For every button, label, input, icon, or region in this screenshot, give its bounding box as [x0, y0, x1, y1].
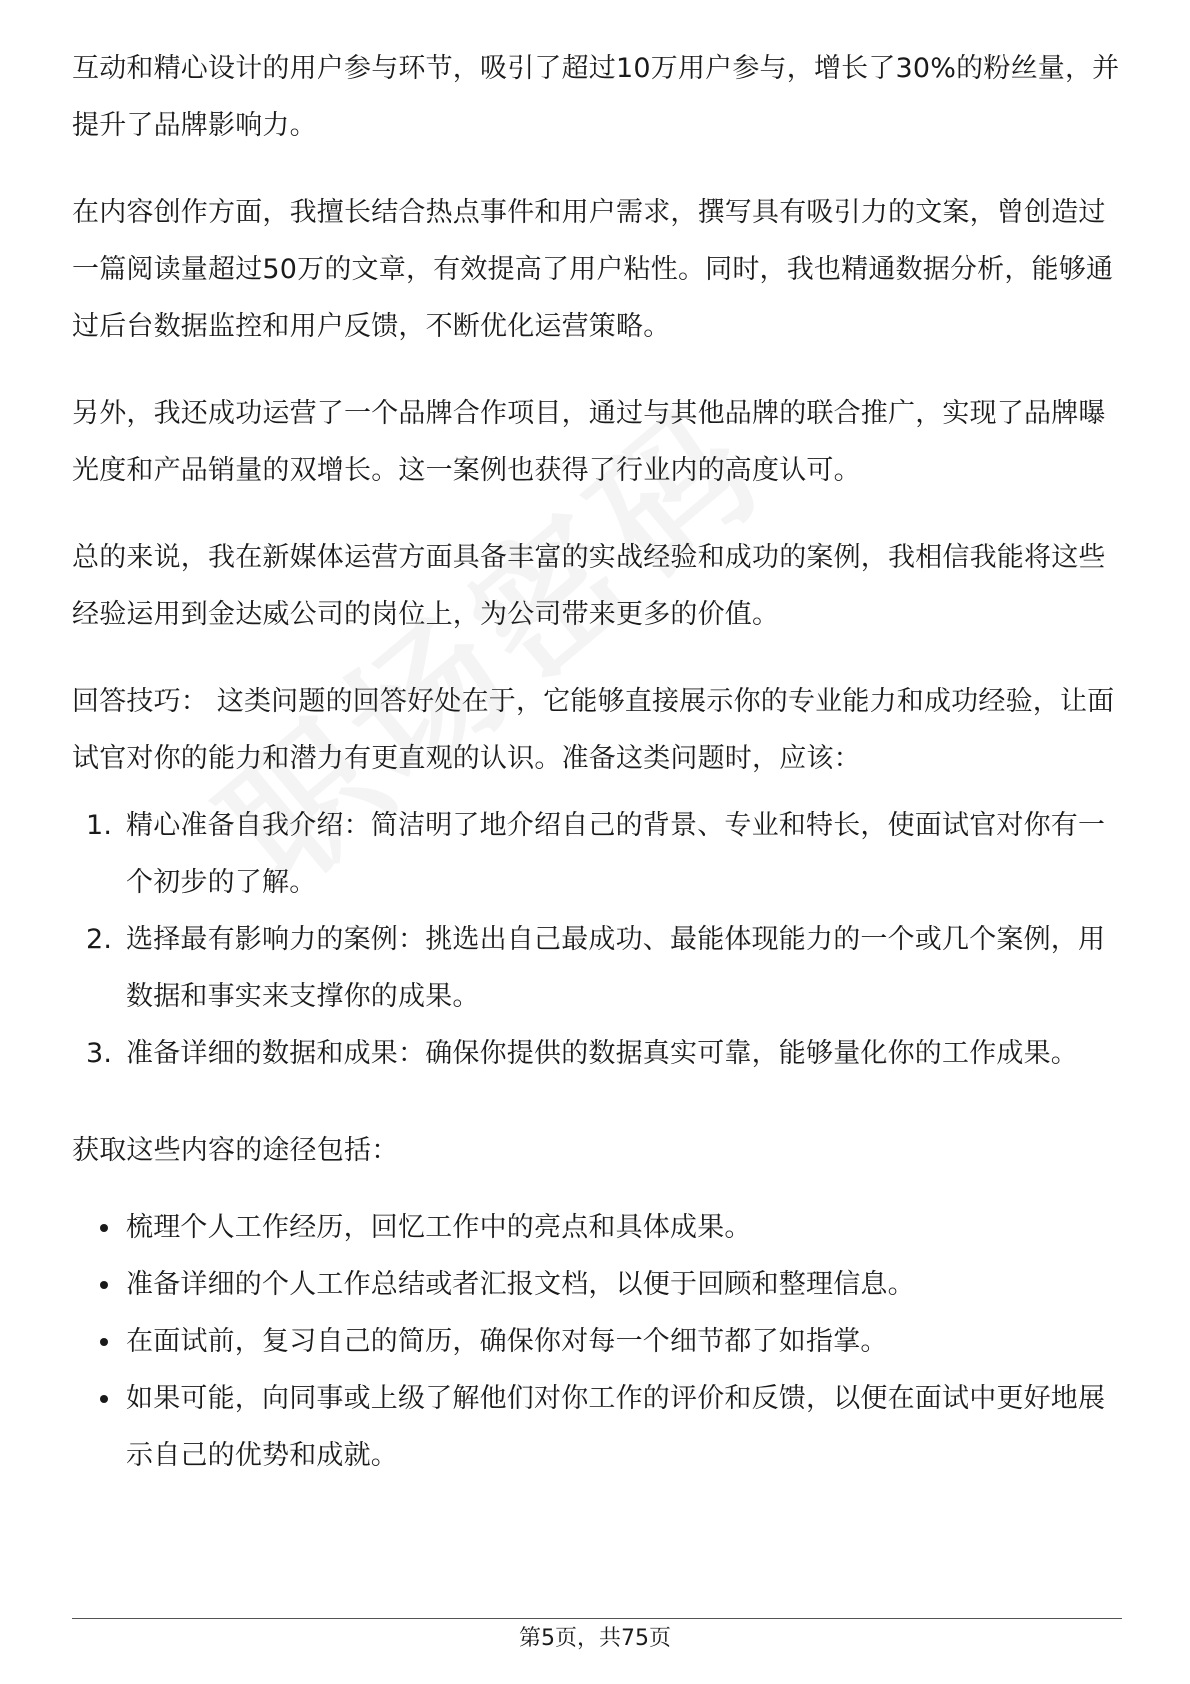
paragraph-2: 在内容创作方面，我擅长结合热点事件和用户需求，撰写具有吸引力的文案，曾创造过一篇阅读量超过50万的文章，有效提高了用户粘性。同时，我也精通数据分析，能够通过后台数据监控和用户反馈，不断优化运营策略。	[72, 197, 1114, 342]
paragraph-answer-tips: 回答技巧： 这类问题的回答好处在于，它能够直接展示你的专业能力和成功经验，让面试官对你的能力和潜力有更直观的认识。准备这类问题时，应该：	[72, 686, 1115, 774]
list-item	[72, 1025, 1122, 1082]
tips-ordered-list	[72, 797, 1122, 1082]
sources-bullet-list	[72, 1199, 1122, 1484]
paragraph-4: 总的来说，我在新媒体运营方面具备丰富的实战经验和成功的案例，我相信我能将这些经验运用到金达威公司的岗位上，为公司带来更多的价值。	[72, 542, 1106, 630]
list-item-text: 准备详细的数据和成果：确保你提供的数据真实可靠，能够量化你的工作成果。	[126, 1038, 1078, 1069]
sources-heading: 获取这些内容的途径包括：	[72, 1135, 399, 1166]
list-item-text: 准备详细的个人工作总结或者汇报文档，以便于回顾和整理信息。	[126, 1269, 915, 1300]
document-page	[72, 40, 1122, 1484]
bullet-icon	[100, 1224, 108, 1232]
list-item	[72, 1313, 1122, 1370]
list-item-text: 选择最有影响力的案例：挑选出自己最成功、最能体现能力的一个或几个案例，用数据和事实来支撑你的成果。	[126, 924, 1106, 1012]
paragraph-3: 另外，我还成功运营了一个品牌合作项目，通过与其他品牌的联合推广，实现了品牌曝光度和产品销量的双增长。这一案例也获得了行业内的高度认可。	[72, 398, 1106, 486]
list-item	[72, 1370, 1122, 1484]
page-number: 第5页，共75页	[519, 1626, 671, 1651]
bullet-icon	[100, 1395, 108, 1403]
list-item	[72, 797, 1122, 911]
list-item-text: 梳理个人工作经历，回忆工作中的亮点和具体成果。	[126, 1212, 752, 1243]
bullet-icon	[100, 1338, 108, 1346]
list-item	[72, 1199, 1122, 1256]
bullet-icon	[100, 1281, 108, 1289]
list-item-text: 在面试前，复习自己的简历，确保你对每一个细节都了如指掌。	[126, 1326, 888, 1357]
list-number: 2.	[86, 924, 113, 955]
list-item	[72, 911, 1122, 1025]
list-item-text: 精心准备自我介绍：简洁明了地介绍自己的背景、专业和特长，使面试官对你有一个初步的了解。	[126, 810, 1106, 898]
list-item-text: 如果可能，向同事或上级了解他们对你工作的评价和反馈，以便在面试中更好地展示自己的优势和成就。	[126, 1383, 1106, 1471]
list-number: 3.	[86, 1038, 113, 1069]
list-item	[72, 1256, 1122, 1313]
list-number: 1.	[86, 810, 113, 841]
footer-divider	[72, 1618, 1122, 1619]
paragraph-1: 互动和精心设计的用户参与环节，吸引了超过10万用户参与，增长了30%的粉丝量，并提升了品牌影响力。	[72, 53, 1120, 141]
